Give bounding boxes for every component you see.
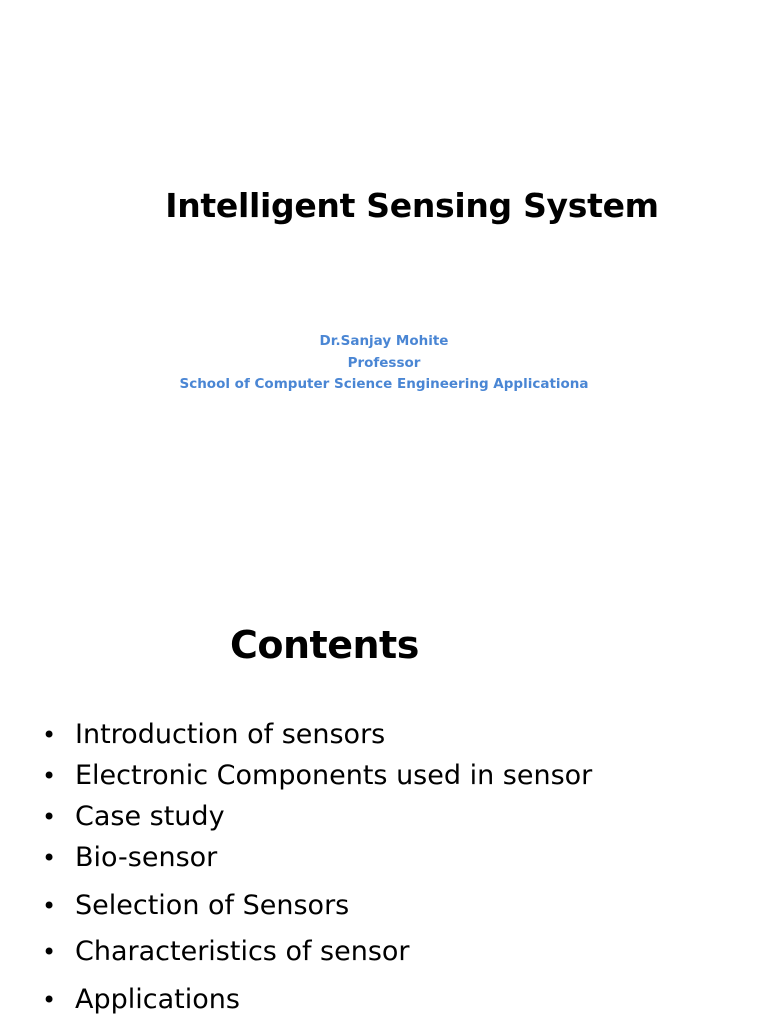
list-item-text: Case study (75, 801, 225, 832)
bullet-icon: • (42, 892, 57, 920)
list-item-text: Selection of Sensors (75, 890, 350, 921)
list-item (42, 797, 225, 837)
contents-heading: Contents (230, 623, 419, 667)
author-block (0, 331, 768, 396)
list-item-text: Introduction of sensors (75, 719, 386, 750)
list-item-text: Electronic Components used in sensor (75, 760, 593, 791)
bullet-icon: • (42, 762, 57, 790)
list-item (42, 886, 349, 926)
bullet-icon: • (42, 803, 57, 831)
bullet-icon: • (42, 844, 57, 872)
bullet-icon: • (42, 938, 57, 966)
bullet-icon: • (42, 986, 57, 1014)
contents-slide (0, 560, 768, 1024)
author-designation: Professor (347, 354, 421, 371)
author-institution: School of Computer Science Engineering Applicationa (179, 376, 589, 392)
list-item (42, 932, 410, 972)
list-item-text: Applications (75, 984, 240, 1015)
author-name: Dr.Sanjay Mohite (319, 333, 449, 349)
list-item (42, 980, 240, 1020)
list-item-text: Characteristics of sensor (75, 936, 410, 967)
bullet-icon: • (42, 721, 57, 749)
list-item (42, 715, 385, 755)
list-item-text: Bio-sensor (75, 842, 218, 873)
slide-title: Intelligent Sensing System (165, 186, 659, 225)
list-item (42, 756, 592, 796)
list-item (42, 838, 217, 878)
